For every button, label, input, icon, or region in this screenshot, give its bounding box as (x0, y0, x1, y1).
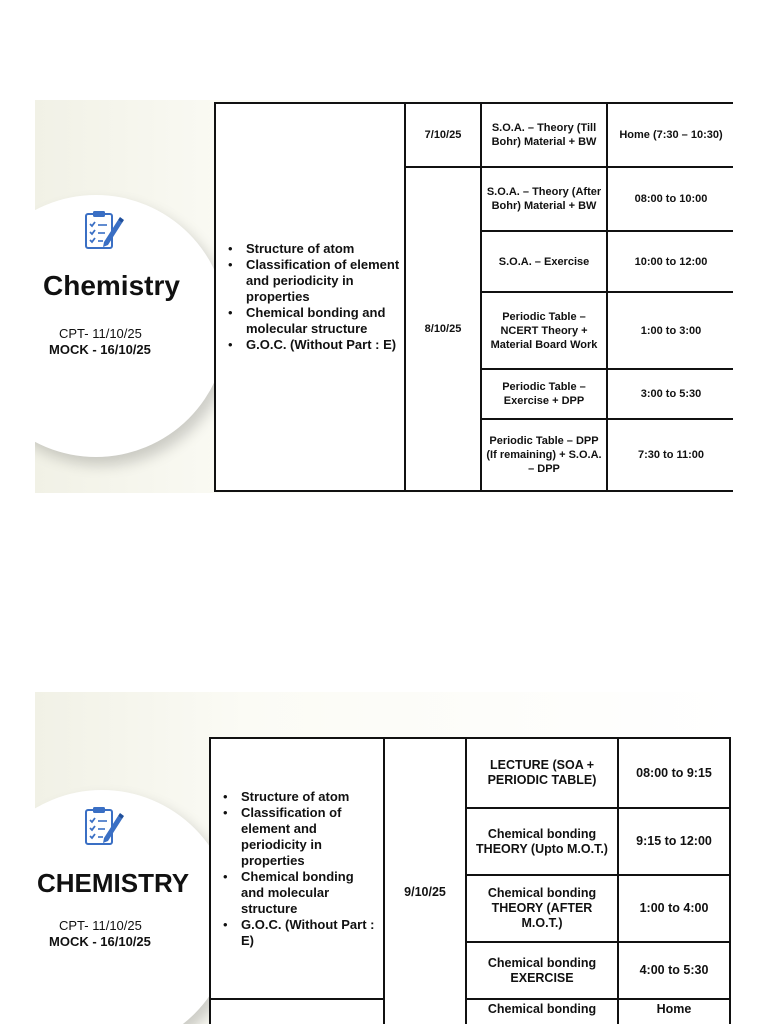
list-item: • Classification of element and periodicity in properties (241, 805, 379, 869)
task-cell: LECTURE (SOA + PERIODIC TABLE) (466, 738, 618, 808)
task-cell: Periodic Table – NCERT Theory + Material Board Work (481, 292, 607, 369)
schedule-table (209, 737, 731, 1024)
list-item: • G.O.C. (Without Part : E) (241, 917, 379, 949)
cpt-date: CPT- 11/10/25 (59, 918, 142, 933)
time-cell: Home (618, 999, 730, 1024)
list-item: • Chemical bonding and molecular structure (246, 305, 400, 337)
time-cell: 4:00 to 5:30 (618, 942, 730, 999)
task-cell: Chemical bonding THEORY (Upto M.O.T.) (466, 808, 618, 875)
cpt-date: CPT- 11/10/25 (59, 326, 142, 341)
exam-dates (49, 918, 151, 950)
date-cell: 9/10/25 (384, 738, 466, 1024)
table-row (210, 738, 730, 808)
list-item: • Structure of atom (246, 241, 400, 257)
topic-list (221, 789, 379, 949)
time-cell: 9:15 to 12:00 (618, 808, 730, 875)
task-cell: Periodic Table – DPP (If remaining) + S.O.A. – DPP (481, 419, 607, 491)
subject-title: Chemistry (43, 270, 180, 301)
topics-cell (210, 738, 384, 999)
time-cell: 7:30 to 11:00 (607, 419, 733, 491)
topics-cell (215, 103, 405, 491)
time-cell: 3:00 to 5:30 (607, 369, 733, 419)
task-cell: Chemical bonding EXERCISE (466, 942, 618, 999)
time-cell: 1:00 to 4:00 (618, 875, 730, 942)
task-cell: S.O.A. – Theory (After Bohr) Material + BW (481, 167, 607, 231)
list-item: • Chemical bonding and molecular structure (241, 869, 379, 917)
task-cell: S.O.A. – Theory (Till Bohr) Material + BW (481, 103, 607, 167)
task-cell: Chemical bonding (466, 999, 618, 1024)
mock-date: MOCK - 16/10/25 (49, 934, 151, 949)
title-circle (35, 790, 233, 1024)
task-cell: S.O.A. – Exercise (481, 231, 607, 292)
subject-title: CHEMISTRY (37, 868, 190, 898)
time-cell: 10:00 to 12:00 (607, 231, 733, 292)
list-item: • G.O.C. (Without Part : E) (246, 337, 400, 353)
checklist-pencil-icon (80, 804, 124, 848)
topic-list (226, 241, 400, 353)
task-cell: Periodic Table – Exercise + DPP (481, 369, 607, 419)
date-cell: 8/10/25 (405, 167, 481, 491)
exam-dates (49, 326, 151, 358)
table-row (215, 103, 733, 167)
list-item: • Structure of atom (241, 789, 379, 805)
slide-2 (35, 692, 733, 1024)
time-cell: Home (7:30 – 10:30) (607, 103, 733, 167)
schedule-table (214, 102, 733, 492)
list-item: • Classification of element and periodicity in properties (246, 257, 400, 305)
mock-date: MOCK - 16/10/25 (49, 342, 151, 357)
topics-cell-continued (210, 999, 384, 1024)
date-cell: 7/10/25 (405, 103, 481, 167)
time-cell: 1:00 to 3:00 (607, 292, 733, 369)
time-cell: 08:00 to 10:00 (607, 167, 733, 231)
slide-1 (35, 100, 733, 493)
task-cell: Chemical bonding THEORY (AFTER M.O.T.) (466, 875, 618, 942)
table-row (210, 999, 730, 1024)
checklist-pencil-icon (80, 208, 124, 252)
time-cell: 08:00 to 9:15 (618, 738, 730, 808)
